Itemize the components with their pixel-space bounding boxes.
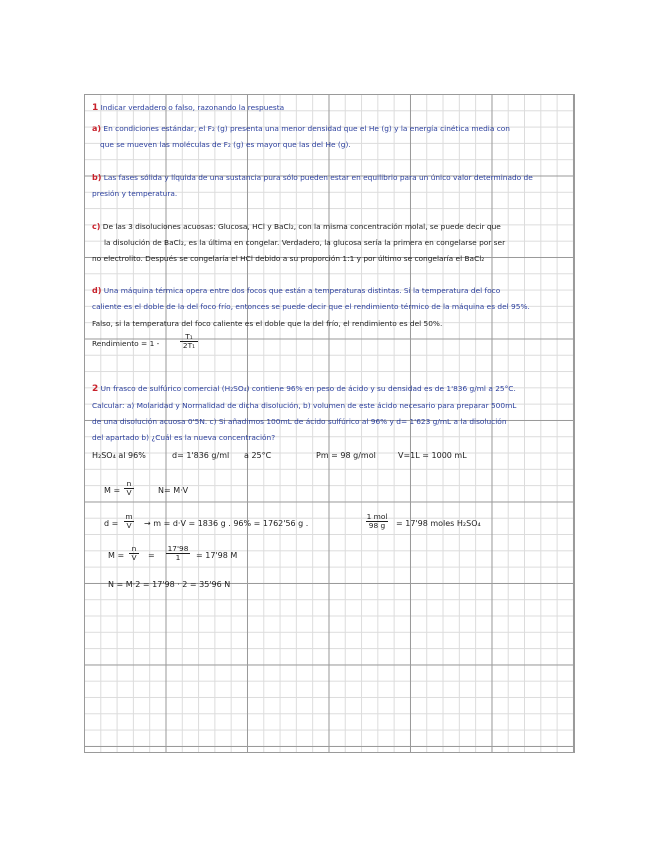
q1d-formula-num: T₁ [185, 332, 193, 341]
q1b-text1: Las fases sólida y líquida de una sustancia pura sólo pueden estar en equilibrio para un único valor determinado de [103, 173, 533, 182]
q1-number: 1 [92, 103, 99, 113]
q1d-label: d) [92, 286, 102, 295]
q2-d-fraction [124, 513, 134, 530]
q1c-text1: De las 3 disoluciones acuosas: Glucosa, HCl y BaCl₂, con la misma concentración molal, se puede decir que [102, 222, 501, 231]
q1-title [92, 103, 284, 113]
q2-number: 2 [92, 384, 99, 394]
q1c-label: c) [92, 222, 101, 231]
q1a-line1 [92, 124, 510, 134]
q1c-answer3: no electrolito. Después se congelaría el HCl debido a su proporción 1:1 y por último se congelaría el BaCl₂ [92, 254, 485, 263]
q1d-line1 [92, 286, 500, 296]
q2-m-label: M = [104, 486, 121, 495]
q1d-formula-label: Rendimiento = 1 - [92, 339, 160, 348]
q1d-line2: caliente es el doble de la del foco frío, entonces se puede decir que el rendimiento térmico de la máquina es del 95%. [92, 302, 530, 311]
q2-line4: del apartado b) ¿Cuál es la nueva concentración? [92, 433, 276, 442]
q2-line3: de una disolución acuosa 0'5N. c) Si añadimos 100mL de ácido sulfúrico al 96% y d= 1'623 g/mL a la disolución [92, 417, 507, 426]
q2-line1 [92, 384, 516, 394]
q2-m2-fraction2 [166, 545, 190, 562]
q2-d-label: d = [104, 519, 119, 528]
q2-m2-result: = 17'98 M [196, 551, 238, 560]
q2-d-rest1: → m = d·V = 1836 g . 96% = 1762'56 g . [144, 519, 309, 528]
q2-m2-den: V [129, 553, 139, 562]
q2-text1: Un frasco de sulfúrico comercial (H₂SO₄) contiene 96% en peso de ácido y su densidad es de 1'836 g/ml a 25°C. [100, 384, 516, 393]
q2-m-num: n [126, 479, 132, 488]
q2-m2-den2: 1 [166, 553, 190, 562]
q2-d-conv-fraction [366, 513, 388, 530]
q1b-line1 [92, 173, 533, 183]
q2-data1: H₂SO₄ al 96% [92, 451, 146, 460]
q2-m2-num: n [131, 544, 137, 553]
q2-m2-fraction [129, 545, 139, 562]
q1d-formula-den: 2T₁ [180, 341, 198, 350]
q2-d-rest2: = 17'98 moles H₂SO₄ [396, 519, 481, 528]
q2-n2: N = M·2 = 17'98 · 2 = 35'96 N [108, 580, 231, 589]
q2-d-conv-num: 1 mol [366, 512, 388, 521]
q2-m2-num2: 17'98 [167, 544, 189, 553]
q2-m-fraction [124, 480, 134, 497]
q1-title-text: Indicar verdadero o falso, razonando la respuesta [100, 103, 285, 112]
q2-m2-label: M = [108, 551, 125, 560]
q1c-answer2: Verdadero, la glucosa sería la primera en congelarse por ser [281, 238, 506, 247]
q1c-line2 [104, 238, 505, 248]
q2-data4: Pm = 98 g/mol [316, 451, 376, 460]
q2-line2: Calcular: a) Molaridad y Normalidad de dicha disolución, b) volumen de este ácido necesario para preparar 500mL [92, 401, 517, 410]
q1d-answer: Falso, si la temperatura del foco caliente es el doble que la del frío, el rendimiento es del 50%. [92, 319, 443, 328]
q1a-text1: En condiciones estándar, el F₂ (g) presenta una menor densidad que el He (g) y la energía cinética media con [103, 124, 510, 133]
q2-data3: a 25°C [244, 451, 272, 460]
q2-data5: V=1L = 1000 mL [398, 451, 467, 460]
q2-data2: d= 1'836 g/ml [172, 451, 230, 460]
q2-n-eq: N= M·V [158, 486, 189, 495]
q1d-formula-fraction [180, 333, 198, 350]
q1c-line1 [92, 222, 501, 232]
q2-m-den: V [124, 488, 134, 497]
q1a-line2: que se mueven las moléculas de F₂ (g) es mayor que las del He (g). [100, 140, 351, 149]
q1b-line2: presión y temperatura. [92, 189, 178, 198]
q1a-label: a) [92, 124, 102, 133]
q1b-label: b) [92, 173, 102, 182]
q2-m2-eq: = [148, 551, 155, 560]
q2-d-den: V [124, 521, 134, 530]
q1d-text1: Una máquina térmica opera entre dos focos que están a temperaturas distintas. Si la temperatura del foco [103, 286, 501, 295]
q2-d-conv-den: 98 g [366, 521, 388, 530]
q2-d-num: m [125, 512, 133, 521]
q1c-text2: la disolución de BaCl₂, es la última en congelar. [104, 238, 280, 247]
